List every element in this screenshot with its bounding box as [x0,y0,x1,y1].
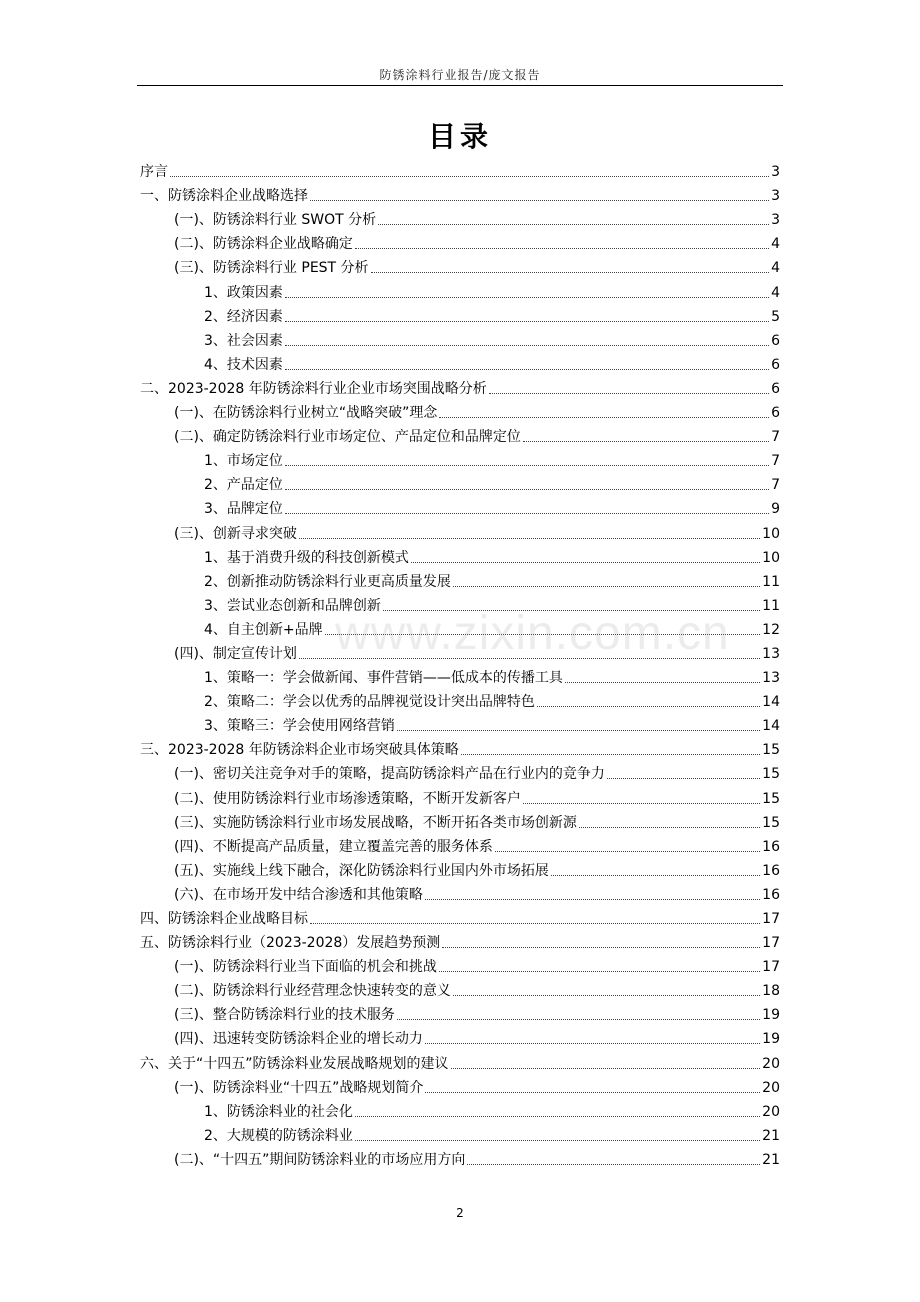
page-title: 目录 [427,120,492,153]
toc-entry-label: 1、策略一：学会做新闻、事件营销——低成本的传播工具 [204,670,563,687]
toc-entry[interactable] [140,567,780,591]
toc-entry-label: (二)、确定防锈涂料行业市场定位、产品定位和品牌定位 [174,429,521,446]
toc-entry[interactable] [140,1073,780,1097]
toc-entry-label: (一)、防锈涂料行业当下面临的机会和挑战 [174,959,437,976]
toc-entry-page: 7 [771,429,780,446]
toc-entry[interactable] [140,639,780,663]
toc-dot-leader [383,610,760,611]
toc-dot-leader [285,369,769,370]
toc-entry-label: 3、尝试业态创新和品牌创新 [204,597,381,614]
toc-dot-leader [170,176,769,177]
toc-entry-label: 2、经济因素 [204,308,283,325]
toc-dot-leader [461,754,760,755]
toc-entry-label: 4、自主创新+品牌 [204,621,323,638]
toc-entry-page: 9 [771,501,780,518]
toc-entry[interactable] [140,181,780,205]
toc-entry-label: (二)、防锈涂料企业战略确定 [174,236,353,253]
toc-dot-leader [397,730,760,731]
toc-entry[interactable] [140,229,780,253]
toc-entry-page: 14 [762,718,780,735]
toc-entry-label: 2、策略二：学会以优秀的品牌视觉设计突出品牌特色 [204,694,535,711]
toc-entry-label: 三、2023-2028 年防锈涂料企业市场突破具体策略 [140,742,459,759]
toc-dot-leader [551,875,760,876]
toc-entry-label: 六、关于“十四五”防锈涂料业发展战略规划的建议 [140,1055,449,1072]
table-of-contents [140,157,780,1169]
toc-dot-leader [285,321,769,322]
toc-entry-label: (四)、制定宣传计划 [174,645,297,662]
toc-entry-page: 6 [771,405,780,422]
toc-dot-leader [467,1164,760,1165]
toc-entry-page: 11 [762,597,780,614]
toc-entry-label: (四)、不断提高产品质量，建立覆盖完善的服务体系 [174,838,493,855]
toc-dot-leader [299,658,760,659]
toc-entry-page: 6 [771,356,780,373]
toc-entry[interactable] [140,494,780,518]
toc-entry[interactable] [140,880,780,904]
toc-entry[interactable] [140,1097,780,1121]
toc-entry-label: 二、2023-2028 年防锈涂料行业企业市场突围战略分析 [140,380,487,397]
toc-dot-leader [378,224,769,225]
toc-entry-label: (三)、创新寻求突破 [174,525,297,542]
toc-entry-label: 1、政策因素 [204,284,283,301]
toc-entry-page: 20 [762,1103,780,1120]
toc-entry[interactable] [140,856,780,880]
toc-entry[interactable] [140,446,780,470]
toc-dot-leader [285,345,769,346]
page-number: 2 [456,1206,464,1220]
toc-entry[interactable] [140,759,780,783]
toc-entry[interactable] [140,350,780,374]
toc-entry-page: 19 [762,1007,780,1024]
toc-entry-label: (二)、使用防锈涂料行业市场渗透策略，不断开发新客户 [174,790,521,807]
toc-entry-page: 6 [771,380,780,397]
toc-entry-page: 5 [771,308,780,325]
toc-dot-leader [439,417,769,418]
toc-entry-page: 11 [762,573,780,590]
toc-entry-page: 17 [762,911,780,927]
toc-entry-page: 13 [762,645,780,662]
toc-entry[interactable] [140,832,780,856]
toc-entry[interactable] [140,735,780,759]
toc-entry-page: 17 [762,935,780,952]
toc-entry-page: 14 [762,694,780,711]
toc-dot-leader [310,200,769,201]
toc-dot-leader [397,1019,760,1020]
toc-dot-leader [489,393,769,394]
toc-entry-label: 一、防锈涂料企业战略选择 [140,188,308,205]
toc-entry-page: 4 [771,284,780,301]
toc-dot-leader [355,248,769,249]
toc-dot-leader [310,923,760,924]
toc-entry[interactable] [140,615,780,639]
toc-entry-page: 21 [762,1127,780,1144]
toc-entry[interactable] [140,253,780,277]
toc-dot-leader [523,803,760,804]
toc-entry-label: 五、防锈涂料行业（2023-2028）发展趋势预测 [140,935,441,952]
toc-entry-page: 16 [762,862,780,879]
toc-entry-page: 20 [762,1079,780,1096]
toc-entry-label: (三)、整合防锈涂料行业的技术服务 [174,1007,395,1024]
toc-dot-leader [565,682,760,683]
toc-dot-leader [411,562,760,563]
toc-entry-label: 2、创新推动防锈涂料行业更高质量发展 [204,573,451,590]
toc-entry-page: 19 [762,1031,780,1048]
toc-entry[interactable] [140,543,780,567]
toc-entry-page: 3 [771,188,780,205]
toc-entry[interactable] [140,326,780,350]
toc-entry[interactable] [140,277,780,301]
toc-entry-label: (一)、防锈涂料业“十四五”战略规划简介 [174,1079,424,1096]
toc-entry[interactable] [140,1024,780,1048]
toc-entry-label: (四)、迅速转变防锈涂料企业的增长动力 [174,1031,423,1048]
toc-entry-label: 3、策略三：学会使用网络营销 [204,718,395,735]
toc-dot-leader [355,1116,760,1117]
toc-entry[interactable] [140,783,780,807]
toc-entry[interactable] [140,1048,780,1072]
toc-dot-leader [523,441,769,442]
toc-dot-leader [285,465,769,466]
toc-entry[interactable] [140,976,780,1000]
toc-entry-page: 15 [762,790,780,807]
toc-entry-label: 四、防锈涂料企业战略目标 [140,911,308,927]
header-divider [137,85,783,86]
toc-dot-leader [579,827,760,828]
toc-dot-leader [285,489,769,490]
toc-entry-page: 7 [771,477,780,494]
toc-dot-leader [442,947,760,948]
toc-dot-leader [453,586,760,587]
toc-entry-page: 13 [762,670,780,687]
toc-entry-label: 2、产品定位 [204,477,283,494]
toc-entry-label: (六)、在市场开发中结合渗透和其他策略 [174,886,423,903]
toc-dot-leader [607,778,760,779]
toc-entry-page: 3 [771,212,780,229]
toc-dot-leader [453,995,760,996]
toc-entry-page: 21 [762,1151,780,1168]
toc-entry-label: 4、技术因素 [204,356,283,373]
toc-entry-page: 10 [762,525,780,542]
page-header: 防锈涂料行业报告/庞文报告 [379,68,541,82]
toc-dot-leader [537,706,760,707]
toc-dot-leader [451,1068,761,1069]
toc-dot-leader [425,899,760,900]
toc-entry[interactable] [140,711,780,735]
toc-entry[interactable] [140,302,780,326]
toc-entry[interactable] [140,808,780,832]
toc-entry-page: 12 [762,621,780,638]
toc-dot-leader [299,538,760,539]
toc-entry-label: (一)、在防锈涂料行业树立“战略突破”理念 [174,405,438,422]
toc-entry-page: 18 [762,983,780,1000]
toc-entry-page: 16 [762,838,780,855]
toc-entry[interactable] [140,1145,780,1169]
toc-entry-page: 16 [762,886,780,903]
toc-entry-page: 15 [762,814,780,831]
toc-entry-page: 20 [762,1055,780,1072]
toc-entry-page: 4 [771,260,780,277]
toc-entry[interactable] [140,928,780,952]
toc-entry[interactable] [140,904,780,928]
toc-dot-leader [355,1140,760,1141]
toc-entry-label: (一)、防锈涂料行业 SWOT 分析 [174,212,377,229]
toc-entry[interactable] [140,591,780,615]
toc-entry-label: 序言 [140,164,168,181]
toc-entry-page: 15 [762,742,780,759]
toc-entry-label: (五)、实施线上线下融合，深化防锈涂料行业国内外市场拓展 [174,862,549,879]
toc-entry-page: 4 [771,236,780,253]
toc-dot-leader [325,634,761,635]
toc-dot-leader [425,1092,760,1093]
toc-entry-label: 1、防锈涂料业的社会化 [204,1103,353,1120]
toc-entry-label: (三)、防锈涂料行业 PEST 分析 [174,260,369,277]
toc-dot-leader [495,851,760,852]
toc-dot-leader [425,1043,760,1044]
toc-entry[interactable] [140,952,780,976]
toc-dot-leader [285,513,769,514]
toc-entry-page: 6 [771,332,780,349]
toc-entry[interactable] [140,374,780,398]
toc-entry-label: (二)、防锈涂料行业经营理念快速转变的意义 [174,983,451,1000]
toc-entry-label: 2、大规模的防锈涂料业 [204,1127,353,1144]
toc-entry-page: 10 [762,549,780,566]
toc-entry-label: 1、市场定位 [204,453,283,470]
toc-entry-page: 3 [771,164,780,181]
toc-entry-label: (一)、密切关注竞争对手的策略，提高防锈涂料产品在行业内的竞争力 [174,766,605,783]
toc-entry[interactable] [140,470,780,494]
toc-entry[interactable] [140,205,780,229]
toc-entry-label: (三)、实施防锈涂料行业市场发展战略，不断开拓各类市场创新源 [174,814,577,831]
toc-entry[interactable] [140,518,780,542]
toc-entry-page: 15 [762,766,780,783]
toc-entry[interactable] [140,422,780,446]
toc-dot-leader [285,297,769,298]
toc-entry-label: 3、品牌定位 [204,501,283,518]
toc-entry[interactable] [140,157,780,181]
toc-entry-label: 1、基于消费升级的科技创新模式 [204,549,409,566]
toc-entry-label: 3、社会因素 [204,332,283,349]
toc-dot-leader [371,272,770,273]
toc-entry[interactable] [140,663,780,687]
toc-entry[interactable] [140,398,780,422]
toc-entry[interactable] [140,1000,780,1024]
toc-entry-label: (二)、“十四五”期间防锈涂料业的市场应用方向 [174,1151,466,1168]
toc-entry[interactable] [140,1121,780,1145]
watermark: www.zixin.com.cn [335,607,730,660]
toc-entry-page: 17 [762,959,780,976]
toc-entry-page: 7 [771,453,780,470]
toc-dot-leader [439,971,760,972]
toc-entry[interactable] [140,687,780,711]
